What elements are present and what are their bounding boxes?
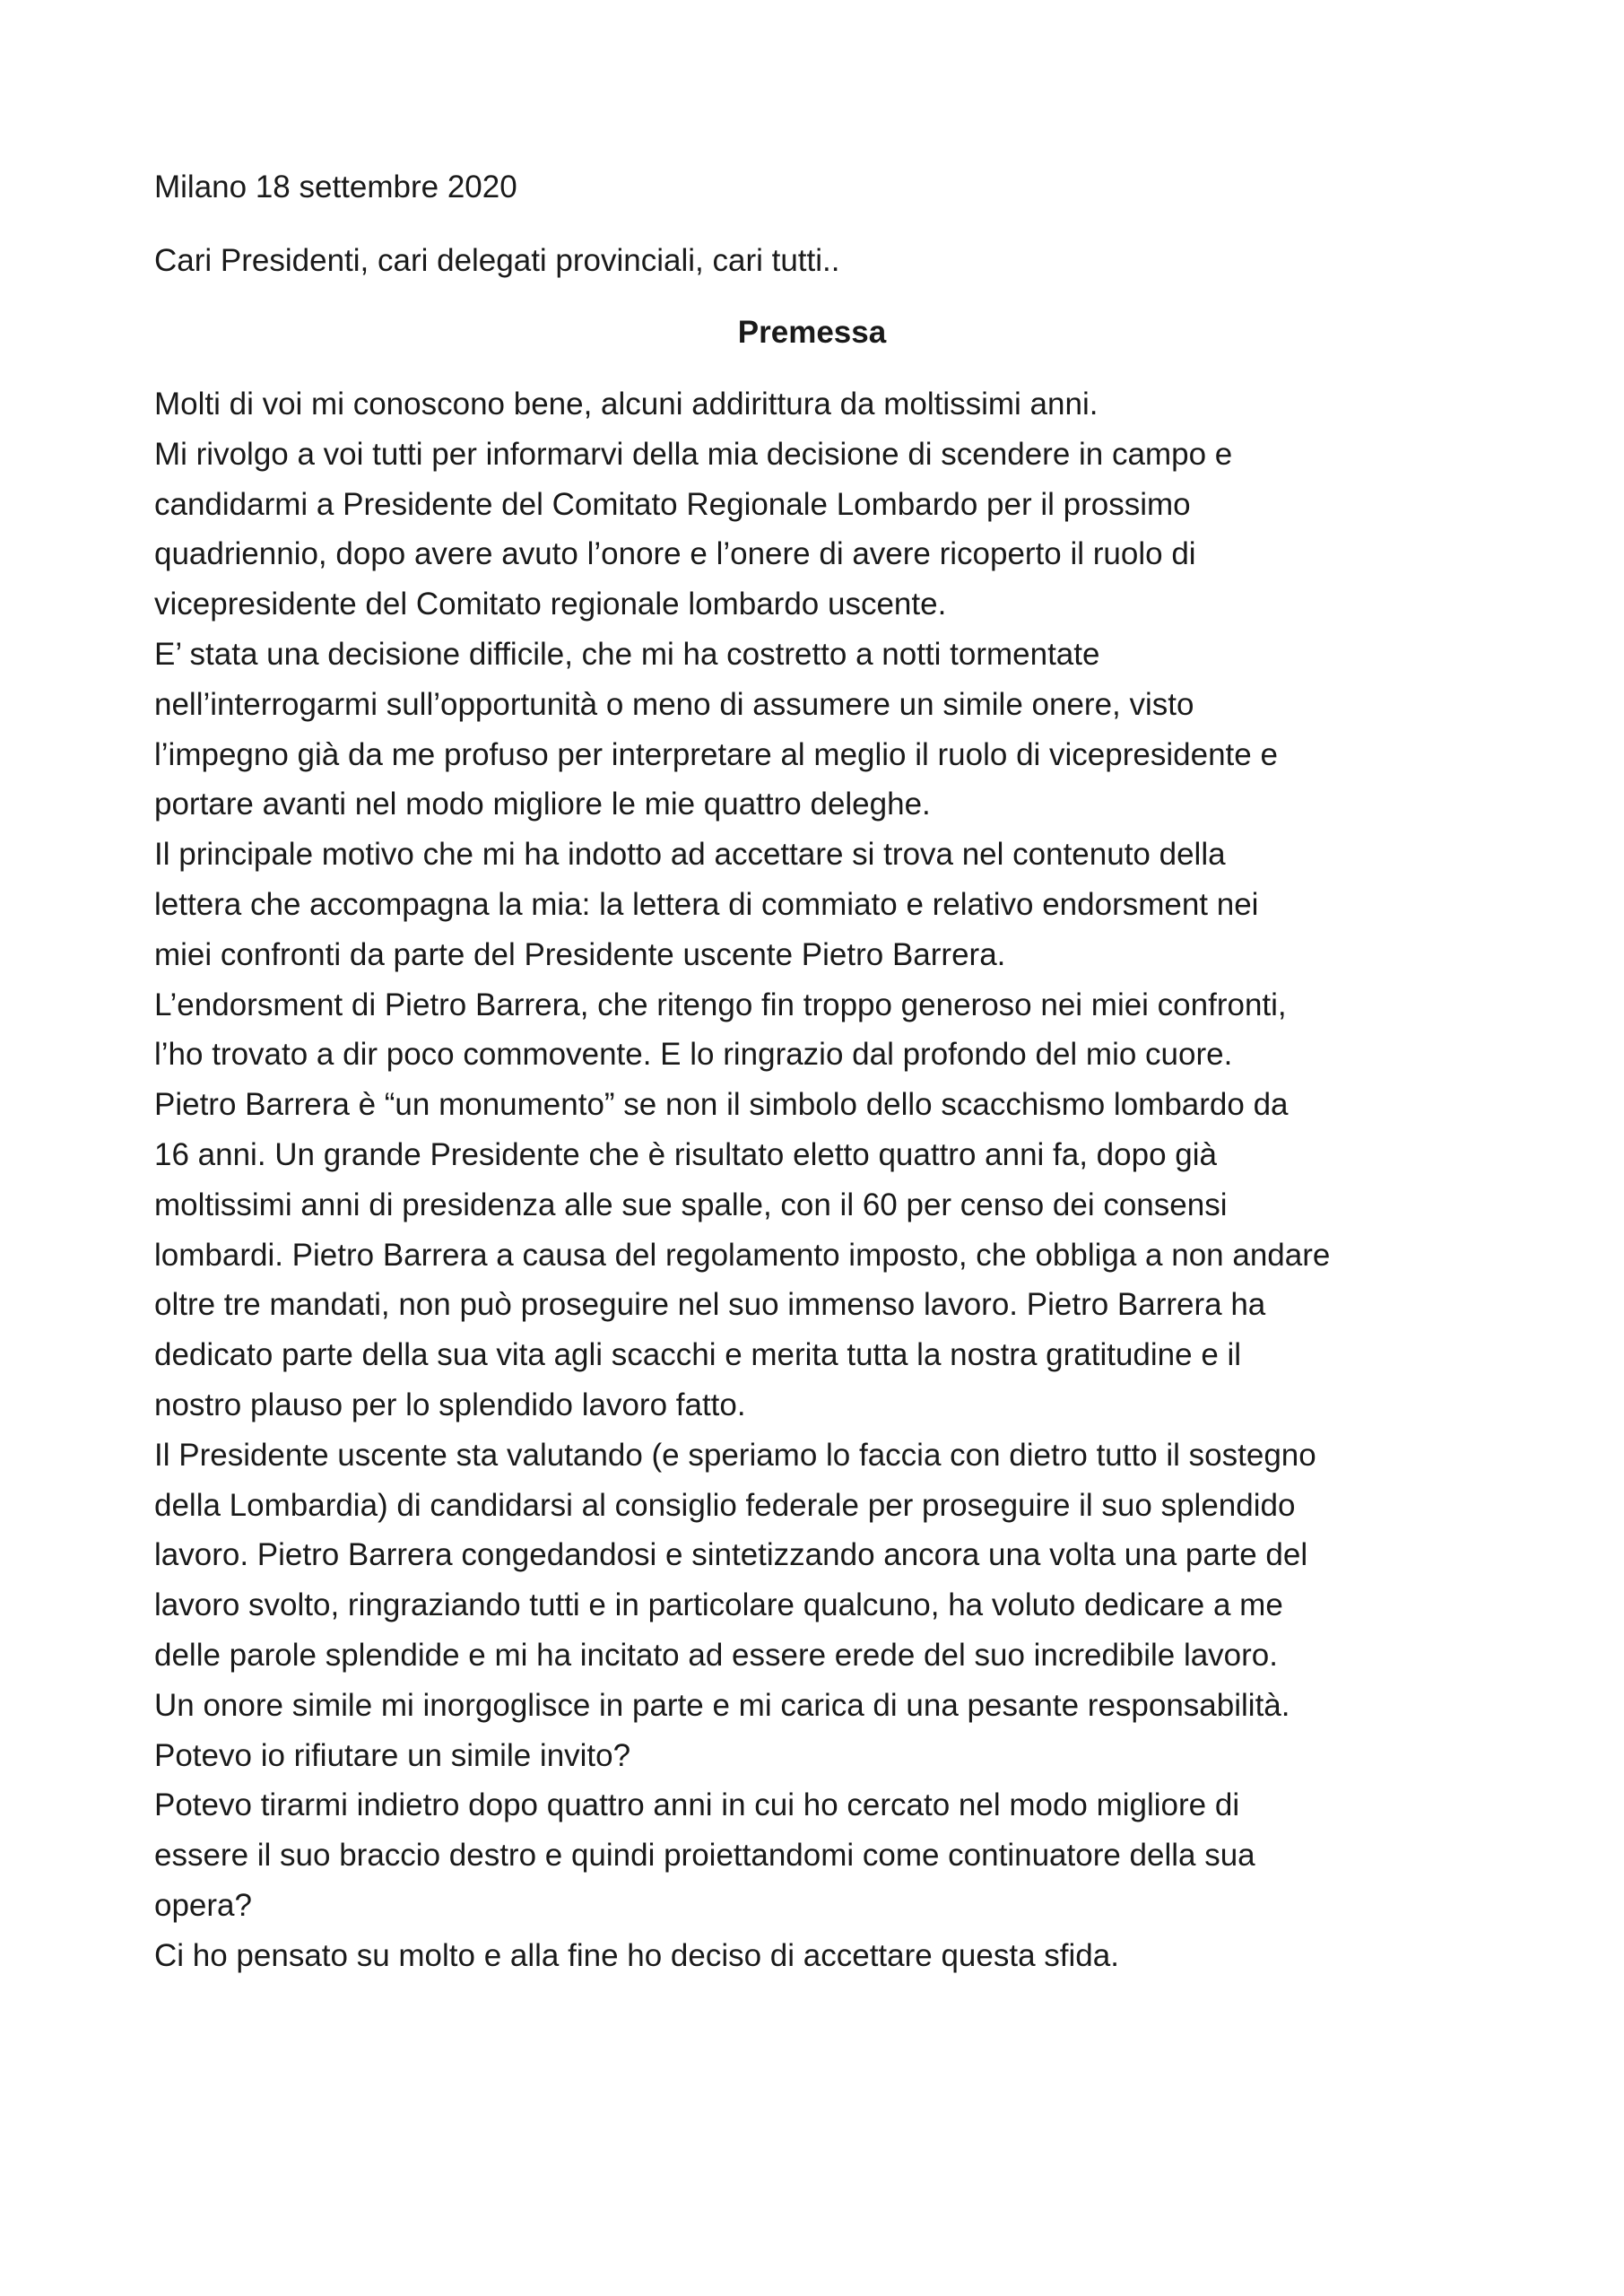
section-heading: Premessa [737, 315, 887, 350]
body-line: Il Presidente uscente sta valutando (e speriamo lo faccia con dietro tutto il sostegno [154, 1437, 1316, 1473]
body-line: dedicato parte della sua vita agli scacchi e merita tutta la nostra gratitudine e il [154, 1337, 1242, 1373]
body-line: delle parole splendide e mi ha incitato ad essere erede del suo incredibile lavoro. [154, 1637, 1278, 1673]
body-line: Mi rivolgo a voi tutti per informarvi della mia decisione di scendere in campo e [154, 436, 1233, 472]
body-line: quadriennio, dopo avere avuto l’onore e l’onere di avere ricoperto il ruolo di [154, 536, 1196, 572]
body-line: vicepresidente del Comitato regionale lombardo uscente. [154, 587, 947, 622]
body-line: della Lombardia) di candidarsi al consiglio federale per proseguire il suo splendido [154, 1487, 1296, 1523]
body-line: nostro plauso per lo splendido lavoro fatto. [154, 1387, 746, 1422]
letter-date: Milano 18 settembre 2020 [154, 170, 517, 204]
body-line: Il principale motivo che mi ha indotto ad accettare si trova nel contenuto della [154, 837, 1226, 873]
body-line: L’endorsment di Pietro Barrera, che ritengo fin troppo generoso nei miei confronti, [154, 987, 1287, 1022]
body-line: portare avanti nel modo migliore le mie quattro deleghe. [154, 787, 931, 822]
body-line: oltre tre mandati, non può proseguire nel suo immenso lavoro. Pietro Barrera ha [154, 1287, 1266, 1323]
body-line: essere il suo braccio destro e quindi proiettandomi come continuatore della sua [154, 1838, 1255, 1874]
body-line: lombardi. Pietro Barrera a causa del regolamento imposto, che obbliga a non andare [154, 1237, 1331, 1273]
body-line: miei confronti da parte del Presidente uscente Pietro Barrera. [154, 936, 1006, 972]
letter-body [154, 379, 1481, 1981]
body-line: Potevo tirarmi indietro dopo quattro anni in cui ho cercato nel modo migliore di [154, 1787, 1240, 1823]
body-line: lavoro. Pietro Barrera congedandosi e sintetizzando ancora una volta una parte del [154, 1537, 1308, 1573]
body-line: moltissimi anni di presidenza alle sue spalle, con il 60 per censo dei consensi [154, 1187, 1228, 1222]
body-line: Potevo io rifiutare un simile invito? [154, 1737, 631, 1773]
body-line: candidarmi a Presidente del Comitato Regionale Lombardo per il prossimo [154, 486, 1191, 522]
body-line: Pietro Barrera è “un monumento” se non il simbolo dello scacchismo lombardo da [154, 1087, 1289, 1123]
body-line: l’impegno già da me profuso per interpretare al meglio il ruolo di vicepresidente e [154, 736, 1278, 772]
body-line: 16 anni. Un grande Presidente che è risultato eletto quattro anni fa, dopo già [154, 1136, 1217, 1172]
letter-greeting: Cari Presidenti, cari delegati provinciali, cari tutti.. [154, 243, 840, 278]
body-line: nell’interrogarmi sull’opportunità o meno di assumere un simile onere, visto [154, 686, 1194, 722]
body-line: lavoro svolto, ringraziando tutti e in particolare qualcuno, ha voluto dedicare a me [154, 1587, 1283, 1623]
body-line: E’ stata una decisione difficile, che mi ha costretto a notti tormentate [154, 636, 1100, 672]
body-line: l’ho trovato a dir poco commovente. E lo ringrazio dal profondo del mio cuore. [154, 1037, 1233, 1073]
body-line: Molti di voi mi conoscono bene, alcuni addirittura da moltissimi anni. [154, 387, 1099, 422]
body-line: opera? [154, 1887, 252, 1923]
body-line: Un onore simile mi inorgoglisce in parte e mi carica di una pesante responsabilità. [154, 1687, 1290, 1723]
body-line: lettera che accompagna la mia: la lettera di commiato e relativo endorsment nei [154, 886, 1259, 922]
body-line: Ci ho pensato su molto e alla fine ho deciso di accettare questa sfida. [154, 1937, 1119, 1973]
